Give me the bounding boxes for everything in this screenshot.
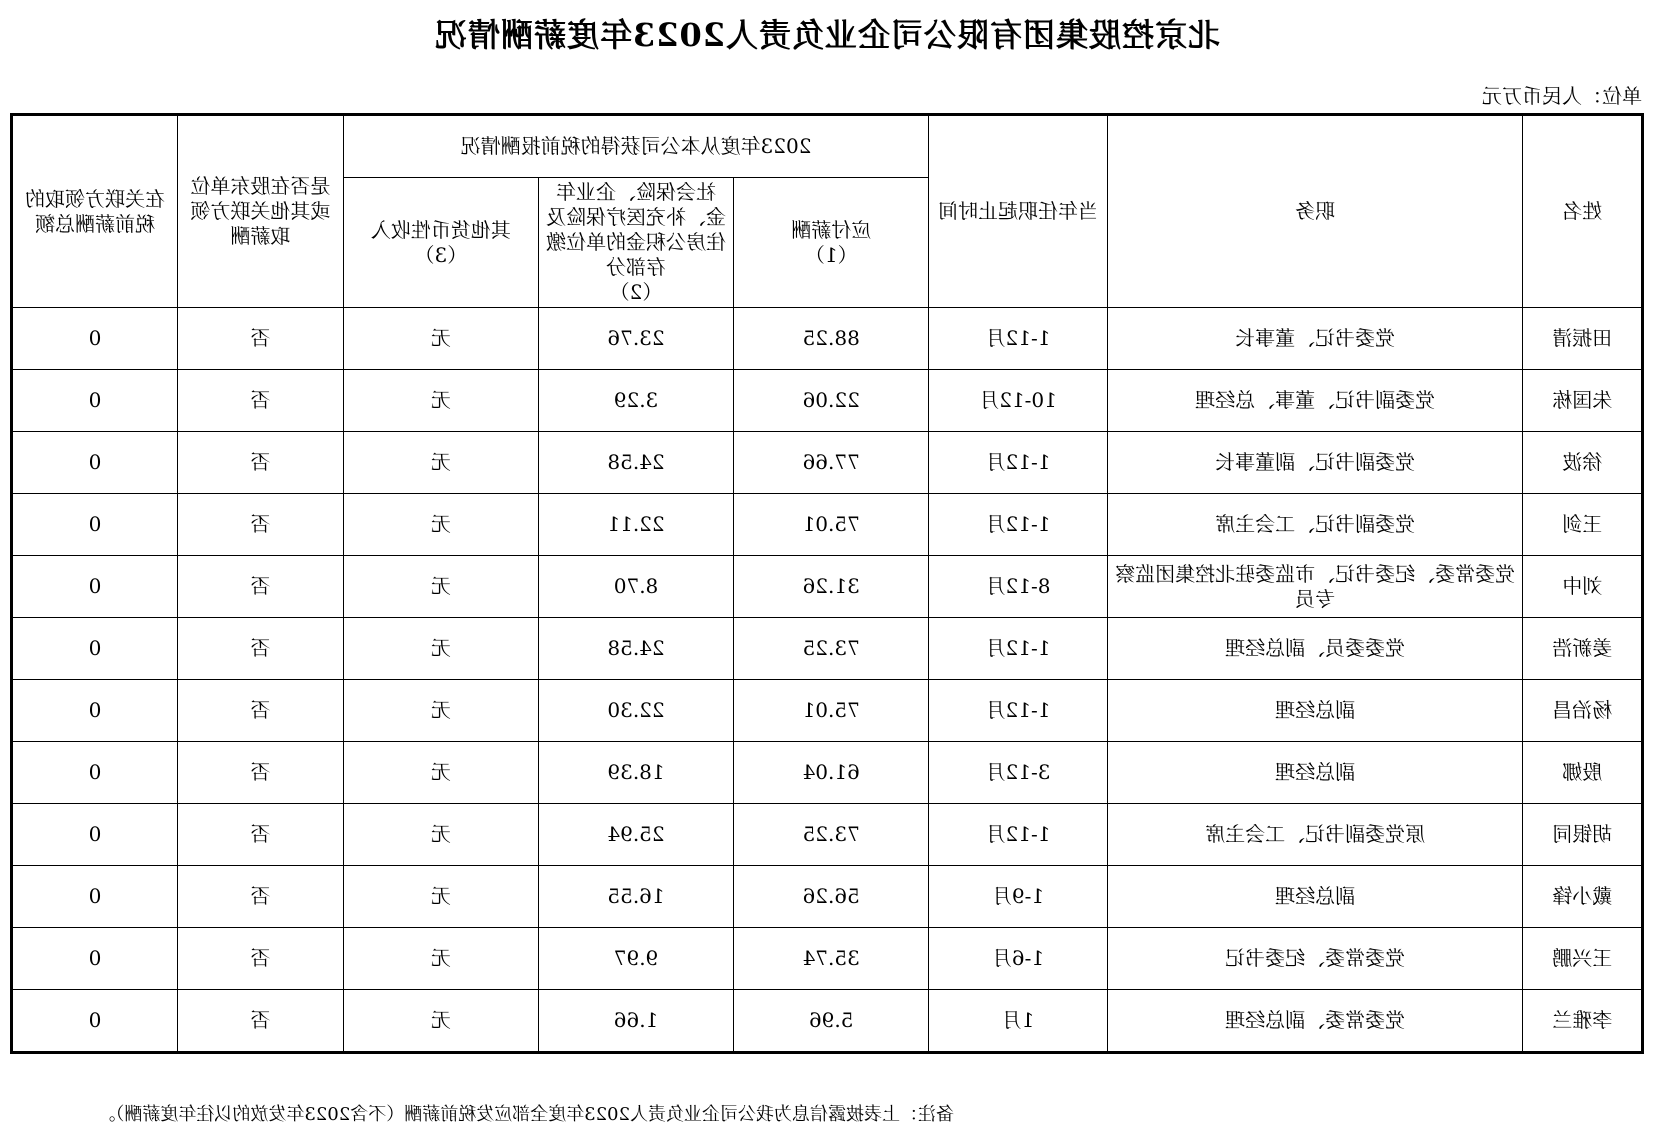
table-row [12, 928, 1643, 990]
page-title: 北京控股集团有限公司企业负责人2023年度薪酬情况 [433, 16, 1221, 54]
cell-related: 否 [177, 432, 343, 494]
cell-term: 1-9月 [929, 866, 1107, 928]
cell-salary: 31.26 [734, 556, 929, 618]
cell-name: 殷娜 [1523, 742, 1643, 804]
cell-related-total: 0 [12, 494, 178, 556]
header-term: 当年任职起止时间 [929, 115, 1107, 308]
cell-position: 党委书记、董事长 [1107, 308, 1523, 370]
table-row [12, 990, 1643, 1053]
cell-term: 1月 [929, 990, 1107, 1053]
table-row [12, 680, 1643, 742]
cell-related-total: 0 [12, 370, 178, 432]
cell-related-total: 0 [12, 742, 178, 804]
header-related-total: 在关联方领取的税前薪酬总额 [12, 115, 178, 308]
cell-salary: 75.01 [734, 494, 929, 556]
table-row [12, 866, 1643, 928]
cell-name: 胡银同 [1523, 804, 1643, 866]
cell-name: 姜新浩 [1523, 618, 1643, 680]
cell-other: 无 [343, 866, 538, 928]
cell-term: 1-12月 [929, 494, 1107, 556]
cell-insurance: 8.70 [538, 556, 733, 618]
cell-insurance: 23.76 [538, 308, 733, 370]
cell-salary: 73.25 [734, 804, 929, 866]
cell-other: 无 [343, 432, 538, 494]
cell-salary: 22.06 [734, 370, 929, 432]
header-other [343, 178, 538, 308]
cell-related: 否 [177, 618, 343, 680]
cell-term: 8-12月 [929, 556, 1107, 618]
cell-position: 党委常委、副总经理 [1107, 990, 1523, 1053]
cell-related: 否 [177, 804, 343, 866]
table-row [12, 432, 1643, 494]
cell-insurance: 22.11 [538, 494, 733, 556]
header-position: 职务 [1107, 115, 1523, 308]
cell-related-total: 0 [12, 618, 178, 680]
cell-other: 无 [343, 804, 538, 866]
cell-related: 否 [177, 370, 343, 432]
header-other-label: 其他货币性收入 [370, 217, 511, 242]
cell-insurance: 1.66 [538, 990, 733, 1053]
footnote: 备注：上表披露信息为我公司企业负责人2023年度全部应发税前薪酬（不含2023年发放的以往年度薪酬）。 [97, 1104, 954, 1125]
cell-salary: 35.74 [734, 928, 929, 990]
cell-term: 1-12月 [929, 432, 1107, 494]
cell-salary: 75.01 [734, 680, 929, 742]
cell-salary: 88.25 [734, 308, 929, 370]
cell-related: 否 [177, 494, 343, 556]
cell-other: 无 [343, 370, 538, 432]
cell-term: 1-6月 [929, 928, 1107, 990]
header-related: 是否在股东单位或其他关联方领取薪酬 [177, 115, 343, 308]
cell-other: 无 [343, 494, 538, 556]
cell-position: 副总经理 [1107, 742, 1523, 804]
cell-name: 田振清 [1523, 308, 1643, 370]
cell-salary: 77.66 [734, 432, 929, 494]
cell-position: 党委副书记、工会主席 [1107, 494, 1523, 556]
cell-term: 10-12月 [929, 370, 1107, 432]
cell-insurance: 3.29 [538, 370, 733, 432]
cell-other: 无 [343, 556, 538, 618]
cell-other: 无 [343, 680, 538, 742]
cell-position: 党委委员、副总经理 [1107, 618, 1523, 680]
cell-related: 否 [177, 866, 343, 928]
header-insurance-label: 社会保险、企业年金、补充医疗保险及住房公积金的单位缴存部分 [546, 180, 727, 279]
compensation-table [10, 113, 1644, 1054]
cell-salary: 73.25 [734, 618, 929, 680]
cell-name: 李雅兰 [1523, 990, 1643, 1053]
table-row [12, 494, 1643, 556]
cell-name: 刘中 [1523, 556, 1643, 618]
cell-related: 否 [177, 990, 343, 1053]
cell-name: 王剑 [1523, 494, 1643, 556]
unit-label: 单位：人民币万元 [1482, 84, 1642, 108]
cell-term: 3-12月 [929, 742, 1107, 804]
cell-name: 朱国栋 [1523, 370, 1643, 432]
cell-related-total: 0 [12, 432, 178, 494]
cell-related: 否 [177, 308, 343, 370]
cell-related-total: 0 [12, 866, 178, 928]
header-salary-index: （1） [804, 242, 858, 267]
header-name: 姓名 [1523, 115, 1643, 308]
table-row [12, 804, 1643, 866]
cell-name: 王兴鹏 [1523, 928, 1643, 990]
cell-related-total: 0 [12, 680, 178, 742]
cell-related-total: 0 [12, 990, 178, 1053]
cell-insurance: 9.97 [538, 928, 733, 990]
cell-related-total: 0 [12, 804, 178, 866]
cell-term: 1-12月 [929, 308, 1107, 370]
cell-position: 党委副书记、董事、总经理 [1107, 370, 1523, 432]
cell-other: 无 [343, 742, 538, 804]
cell-name: 徐波 [1523, 432, 1643, 494]
cell-related: 否 [177, 742, 343, 804]
cell-salary: 56.26 [734, 866, 929, 928]
header-salary [734, 178, 929, 308]
cell-insurance: 16.55 [538, 866, 733, 928]
cell-salary: 61.04 [734, 742, 929, 804]
cell-insurance: 24.58 [538, 618, 733, 680]
cell-related: 否 [177, 556, 343, 618]
cell-position: 党委副书记、副董事长 [1107, 432, 1523, 494]
cell-other: 无 [343, 928, 538, 990]
cell-insurance: 18.39 [538, 742, 733, 804]
cell-term: 1-12月 [929, 680, 1107, 742]
cell-name: 戴小锋 [1523, 866, 1643, 928]
table-row [12, 370, 1643, 432]
cell-position: 副总经理 [1107, 866, 1523, 928]
cell-insurance: 24.58 [538, 432, 733, 494]
cell-insurance: 22.30 [538, 680, 733, 742]
cell-position: 党委常委、纪委书记、市监委驻北控集团监察专员 [1107, 556, 1523, 618]
cell-related-total: 0 [12, 928, 178, 990]
cell-term: 1-12月 [929, 618, 1107, 680]
header-salary-label: 应付薪酬 [791, 217, 872, 242]
header-other-index: （3） [414, 242, 468, 267]
cell-term: 1-12月 [929, 804, 1107, 866]
cell-position: 党委常委、纪委书记 [1107, 928, 1523, 990]
header-insurance [538, 178, 733, 308]
table-row [12, 556, 1643, 618]
header-pretax-group: 2023年度从本公司获得的税前报酬情况 [343, 115, 929, 178]
header-insurance-index: （2） [609, 280, 663, 304]
cell-salary: 5.96 [734, 990, 929, 1053]
cell-position: 原党委副书记、工会主席 [1107, 804, 1523, 866]
table-body [12, 308, 1643, 1053]
cell-related: 否 [177, 680, 343, 742]
cell-insurance: 25.94 [538, 804, 733, 866]
table-row [12, 742, 1643, 804]
cell-name: 杨治昌 [1523, 680, 1643, 742]
cell-other: 无 [343, 618, 538, 680]
cell-related-total: 0 [12, 556, 178, 618]
table-row [12, 308, 1643, 370]
cell-other: 无 [343, 990, 538, 1053]
cell-related: 否 [177, 928, 343, 990]
table-row [12, 618, 1643, 680]
cell-position: 副总经理 [1107, 680, 1523, 742]
cell-other: 无 [343, 308, 538, 370]
cell-related-total: 0 [12, 308, 178, 370]
